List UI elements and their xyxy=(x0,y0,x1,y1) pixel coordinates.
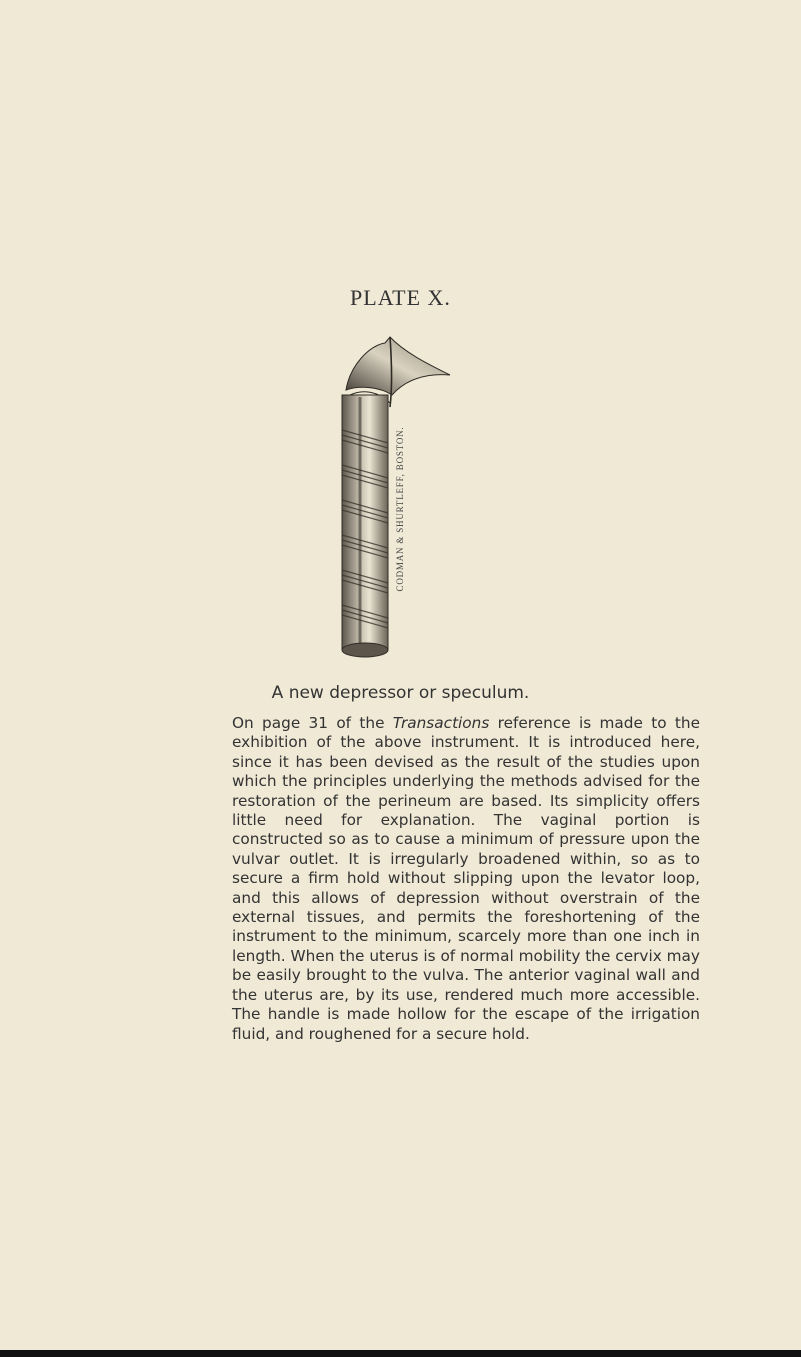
journal-title: Transactions xyxy=(392,714,490,732)
body-paragraph xyxy=(232,714,700,1044)
figure-credit-text: CODMAN & SHURTLEFF, BOSTON. xyxy=(395,426,405,591)
body-text-segment: reference is made to the exhibition of the above instrument. It is introduced here, since it has been devised as the result of the studies upon which the principles underlying the methods advised for the restoration of the perineum are based. Its simplicity offers little need for explanation. The vaginal portion is constructed so as to cause a minimum of pressure upon the vulvar outlet. It is irregularly broadened within, so as to secure a firm hold without slipping upon the levator loop, and this allows of depression without overstrain of the external tissues, and permits the foreshortening of the instrument to the minimum, scarcely more than one inch in length. When the uterus is of normal mobility the cervix may be easily brought to the vulva. The anterior vaginal wall and the uterus are, by its use, rendered much more accessible. The handle is made hollow for the escape of the irrigation fluid, and roughened for a secure hold. xyxy=(232,714,700,1043)
figure-caption: A new depressor or speculum. xyxy=(271,683,530,703)
figure-credit xyxy=(393,406,407,611)
bottom-rule xyxy=(0,1350,801,1357)
body-text-segment: On page 31 of the xyxy=(232,714,393,732)
plate-title: PLATE X. xyxy=(350,285,451,310)
